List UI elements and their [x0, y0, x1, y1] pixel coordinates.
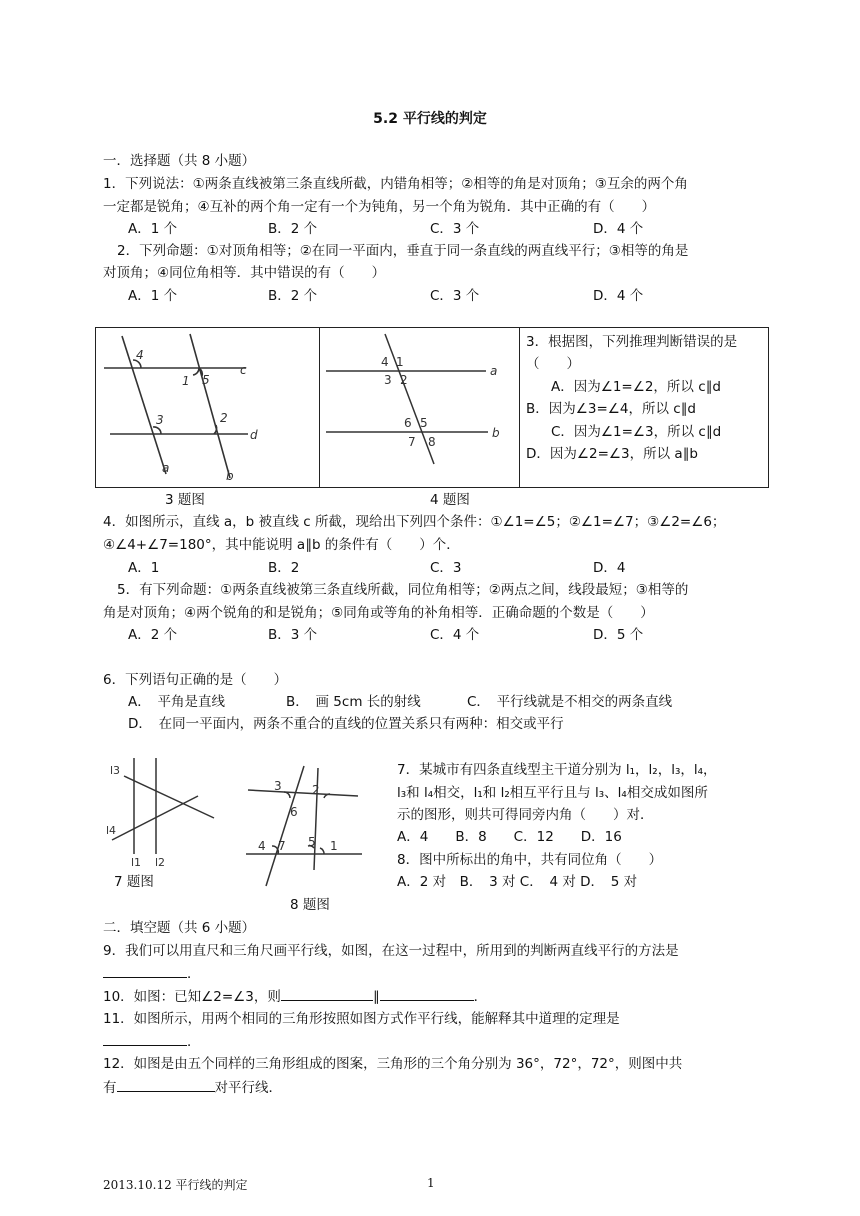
q7-line2: l₃和 l₄相交，l₁和 l₂相互平行且与 l₃、l₄相交成如图所 [397, 785, 708, 801]
page-title: 5.2 平行线的判定 [373, 111, 487, 127]
q1-option-b: B．2 个 [268, 221, 318, 237]
q5-option-b: B．3 个 [268, 627, 318, 643]
fig3-label-a: a [162, 461, 170, 475]
q9-answer-line [103, 965, 201, 982]
q1-option-a: A．1 个 [128, 221, 178, 237]
q10-blank-2[interactable] [380, 988, 474, 1001]
q6-option-b: B． 画 5cm 长的射线 [286, 694, 421, 710]
q4-option-d: D．4 [593, 560, 626, 576]
fig4-label-4: 4 [381, 355, 389, 369]
q9-end: ． [187, 966, 201, 982]
q5-line2: 角是对顶角；④两个锐角的和是锐角；⑤同角或等角的补角相等．正确命题的个数是（ ） [103, 605, 654, 621]
fig8-label-1: 1 [330, 839, 338, 853]
fig4-label-6: 6 [404, 416, 412, 430]
fig4-label-b: b [492, 426, 500, 440]
q2-option-c: C．3 个 [430, 288, 480, 304]
q3-line2: （ ） [526, 356, 580, 372]
fig4-label-2: 2 [400, 373, 408, 387]
q3-cell [520, 328, 768, 487]
q12-answer-line [103, 1079, 282, 1096]
q12-end: 对平行线． [214, 1080, 282, 1096]
q2-line1: 2．下列命题：①对顶角相等；②在同一平面内，垂直于同一条直线的两直线平行；③相等的角是 [117, 243, 689, 259]
fig3-label-5: 5 [202, 373, 210, 387]
fig8-label-7: 7 [278, 839, 286, 853]
figure-3-diagram [96, 328, 319, 487]
q11-line1: 11．如图所示，用两个相同的三角形按照如图方式作平行线，能解释其中道理的定理是 [103, 1011, 620, 1027]
figure-4-diagram [320, 328, 519, 487]
fig4-label-3: 3 [384, 373, 392, 387]
q11-answer-line [103, 1033, 201, 1050]
q6-line1: 6．下列语句正确的是（ ） [103, 672, 288, 688]
fig7-label-l3: l3 [110, 764, 121, 777]
q5-line1: 5．有下列命题：①两条直线被第三条直线所截，同位角相等；②两点之间，线段最短；③相等的 [117, 582, 689, 598]
q11-end: ． [187, 1034, 201, 1050]
figure-8-caption: 8 题图 [290, 897, 330, 913]
q1-line1: 1．下列说法：①两条直线被第三条直线所截，内错角相等；②相等的角是对顶角；③互余的两个角 [103, 176, 688, 192]
q10-parallel: ∥ [372, 989, 380, 1005]
q2-option-a: A．1 个 [128, 288, 178, 304]
q2-line2: 对顶角；④同位角相等．其中错误的有（ ） [103, 265, 386, 281]
q6-option-a: A． 平角是直线 [128, 694, 225, 710]
q10-blank-1[interactable] [281, 988, 373, 1001]
q5-option-c: C．4 个 [430, 627, 480, 643]
fig3-label-2: 2 [220, 411, 228, 425]
fig3-label-d: d [250, 428, 258, 442]
q4-option-a: A．1 [128, 560, 160, 576]
section-heading-choice: 一．选择题（共 8 小题） [103, 153, 256, 169]
q10-line [103, 988, 487, 1005]
q6-option-d: D． 在同一平面内，两条不重合的直线的位置关系只有两种：相交或平行 [128, 716, 564, 732]
q5-option-d: D．5 个 [593, 627, 644, 643]
fig3-label-b: b [226, 469, 234, 483]
q12-line1: 12．如图是由五个同样的三角形组成的图案，三角形的三个角分别为 36°，72°，72°，则图中共 [103, 1056, 683, 1072]
q7-line1: 7．某城市有四条直线型主干道分别为 l₁，l₂，l₃，l₄， [397, 762, 717, 778]
q3-option-d: D．因为∠2=∠3，所以 a∥b [526, 446, 698, 462]
q3-line1: 3．根据图，下列推理判断错误的是 [526, 334, 738, 350]
q2-option-d: D．4 个 [593, 288, 644, 304]
page-number: 1 [427, 1176, 435, 1190]
fig8-label-6: 6 [290, 805, 298, 819]
fig3-label-1: 1 [182, 374, 190, 388]
q10-prefix: 10．如图：已知∠2=∠3，则 [103, 989, 281, 1005]
fig8-label-5: 5 [308, 835, 316, 849]
figure-7-caption: 7 题图 [114, 874, 154, 890]
fig7-label-l1: l1 [131, 856, 142, 869]
figure-4-cell [320, 328, 520, 487]
q4-line2: ④∠4+∠7=180°，其中能说明 a∥b 的条件有（ ）个． [103, 537, 460, 553]
q3-option-a: A．因为∠1=∠2，所以 c∥d [551, 379, 721, 395]
q1-line2: 一定都是锐角；④互补的两个角一定有一个为钝角，另一个角为锐角．其中正确的有（ ） [103, 199, 656, 215]
q11-answer-blank[interactable] [103, 1033, 187, 1046]
figure-table [95, 327, 769, 488]
fig7-label-l4: l4 [106, 824, 117, 837]
fig4-label-7: 7 [408, 435, 416, 449]
fig8-label-4: 4 [258, 839, 266, 853]
q6-option-c: C． 平行线就是不相交的两条直线 [467, 694, 673, 710]
figure-7-diagram [100, 758, 220, 870]
q1-option-d: D．4 个 [593, 221, 644, 237]
figure-8-diagram [244, 764, 368, 888]
fig7-label-l2: l2 [155, 856, 166, 869]
q7-options: A．4 B．8 C．12 D．16 [397, 829, 622, 845]
fig3-label-3: 3 [156, 413, 164, 427]
q10-end: ． [473, 989, 488, 1005]
q4-line1: 4．如图所示，直线 a，b 被直线 c 所截，现给出下列四个条件：①∠1=∠5；②∠1=∠7；③∠2=∠6； [103, 514, 726, 530]
q9-line1: 9．我们可以用直尺和三角尺画平行线，如图，在这一过程中，所用到的判断两直线平行的方法是 [103, 943, 679, 959]
q12-prefix: 有 [103, 1080, 117, 1096]
q3-option-b: B．因为∠3=∠4，所以 c∥d [526, 401, 696, 417]
fig4-label-8: 8 [428, 435, 436, 449]
q7-line3: 示的图形，则共可得同旁内角（ ）对． [397, 807, 654, 823]
q9-answer-blank[interactable] [103, 965, 187, 978]
q8-line1: 8．图中所标出的角中，共有同位角（ ） [397, 852, 663, 868]
footer-text: 2013.10.12 平行线的判定 [103, 1178, 248, 1192]
fig3-label-c: c [240, 363, 247, 377]
figure-3-caption: 3 题图 [165, 492, 205, 508]
q3-option-c: C．因为∠1=∠3，所以 c∥d [551, 424, 722, 440]
q1-option-c: C．3 个 [430, 221, 480, 237]
fig4-label-1: 1 [396, 355, 404, 369]
q2-option-b: B．2 个 [268, 288, 318, 304]
q4-option-c: C．3 [430, 560, 462, 576]
q8-options: A．2 对 B． 3 对 C． 4 对 D． 5 对 [397, 874, 638, 890]
q12-answer-blank[interactable] [117, 1079, 215, 1092]
fig3-label-4: 4 [136, 348, 144, 362]
section-heading-fill: 二．填空题（共 6 小题） [103, 920, 256, 936]
figure-4-caption: 4 题图 [430, 492, 470, 508]
fig8-label-2: 2 [312, 783, 320, 797]
q4-option-b: B．2 [268, 560, 300, 576]
fig8-label-3: 3 [274, 779, 282, 793]
figure-3-cell [96, 328, 320, 487]
fig4-label-5: 5 [420, 416, 428, 430]
fig4-label-a: a [490, 364, 498, 378]
q5-option-a: A．2 个 [128, 627, 178, 643]
